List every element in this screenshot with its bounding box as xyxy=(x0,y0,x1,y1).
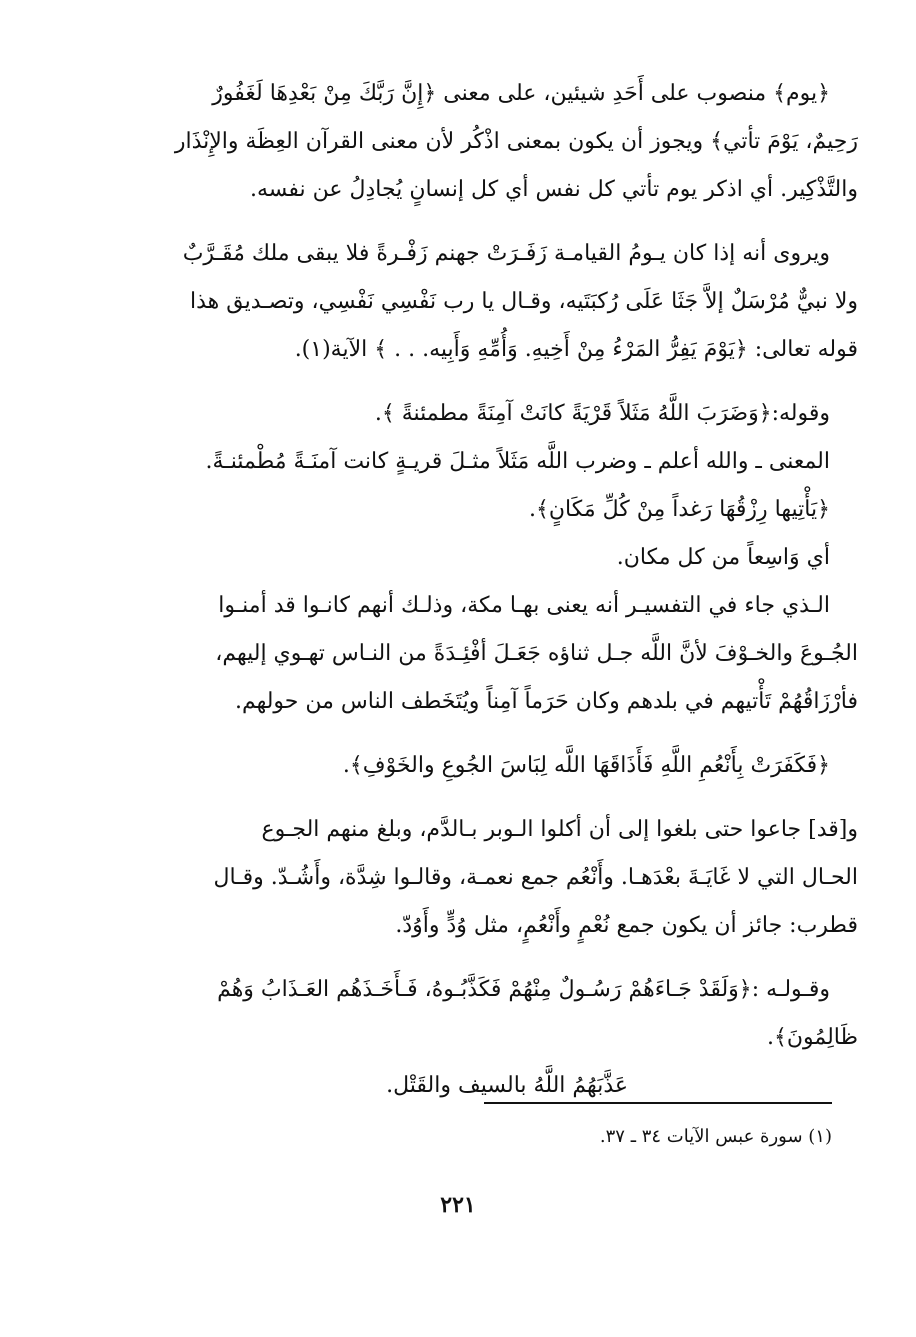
text-line: أي وَاسِعاً من كل مكان. xyxy=(616,545,830,570)
text-line: والتَّذْكِير. أي اذكر يوم تأتي كل نفس أي كل إنسانٍ يُجادِلُ عن نفسه. xyxy=(249,177,858,202)
text-line: المعنى ـ والله أعلم ـ وضرب اللَّه مَثَلاً مثـلَ قريـةٍ كانت آمنَـةً مُطْمئنـةً. xyxy=(205,449,830,474)
text-line: الجُـوعَ والخـوْفَ لأنَّ اللَّه جـل ثناؤه جَعَـلَ أفْئِـدَةً من النـاس تهـوي إليهم، xyxy=(215,641,858,666)
paragraph-6 xyxy=(58,966,858,1110)
text-line: الـذي جاء في التفسيـر أنه يعنى بهـا مكة، وذلـك أنهم كانـوا قد أمنـوا xyxy=(218,593,830,618)
paragraph-5 xyxy=(58,806,858,950)
text-line: قوله تعالى: ﴿يَوْمَ يَفِرُّ المَرْءُ مِنْ أَخِيهِ. وَأُمِّهِ وَأَبِيه. . . ﴾ الآية(١). xyxy=(294,337,858,362)
paragraph-4 xyxy=(58,742,858,790)
text-line: ﴿يوم﴾ منصوب على أَحَدِ شيئين، على معنى ﴿إِنَّ رَبَّكَ مِنْ بَعْدِهَا لَغَفُورٌ xyxy=(212,81,830,106)
text-line: ﴿فَكَفَرَتْ بِأَنْعُمِ اللَّهِ فَأَذَاقَهَا اللَّه لِبَاسَ الجُوعِ والخَوْفِ﴾. xyxy=(342,753,830,778)
text-line: وقوله:﴿وَضَرَبَ اللَّهُ مَثَلاً قَرْيَةً كانَتْ آمِنَةً مطمئنةً ﴾. xyxy=(374,401,830,426)
text-line: عَذَّبَهُمُ اللَّهُ بالسيف والقَتْل. xyxy=(386,1073,628,1098)
text-line: و[قد] جاعوا حتى بلغوا إلى أن أكلوا الـوبر بـالدَّم، وبلغ منهم الجـوع xyxy=(261,817,858,842)
text-line: فأرْزَاقُهُمْ تَأْتيهم في بلدهم وكان حَرَماً آمِناً ويُتَخَطف الناس من حولهم. xyxy=(234,689,858,714)
paragraph-2 xyxy=(58,230,858,374)
text-line: ولا نبيٌّ مُرْسَلٌ إلاَّ جَثَا عَلَى رُكبَتَيه، وقـال يا رب نَفْسِي نَفْسِي، وتصـديق هذا xyxy=(190,289,858,314)
text-line: ظَالِمُونَ﴾. xyxy=(766,1025,858,1050)
text-line: قطرب: جائز أن يكون جمع نُعْمٍ وأَنْعُمٍ، مثل وُدٍّ وأَوُدّ. xyxy=(395,913,858,938)
paragraph-1 xyxy=(58,70,858,214)
paragraph-3 xyxy=(58,390,858,726)
text-line: وقـولـه :﴿وَلَقَدْ جَـاءَهُمْ رَسُـولٌ مِنْهُمْ فَكَذَّبُـوهُ، فَـأَخَـذَهُم العَـذَابُ وَهُمْ xyxy=(217,977,830,1002)
page-number: ٢٢١ xyxy=(440,1192,476,1218)
text-line: رَحِيمٌ، يَوْمَ تأتي﴾ ويجوز أن يكون بمعنى اذْكُر لأن معنى القرآن العِظَة والإِنْذَار xyxy=(174,129,858,154)
footnote: (١) سورة عبس الآيات ٣٤ ـ ٣٧. xyxy=(599,1126,832,1147)
page-body xyxy=(58,70,858,1126)
text-line: الحـال التي لا غَايَـةَ بعْدَهـا. وأَنْعُم جمع نعمـة، وقالـوا شِدَّة، وأَشُـدّ. وقـال xyxy=(213,865,858,890)
text-line: ﴿يَأْتِيها رِزْقُهَا رَغداً مِنْ كُلِّ مَكَانٍ﴾. xyxy=(528,497,830,522)
footnote-divider xyxy=(484,1102,832,1104)
text-line: ويروى أنه إذا كان يـومُ القيامـة زَفَـرَتْ جهنم زَفْـرةً فلا يبقى ملك مُقَـرَّبٌ xyxy=(182,241,830,266)
